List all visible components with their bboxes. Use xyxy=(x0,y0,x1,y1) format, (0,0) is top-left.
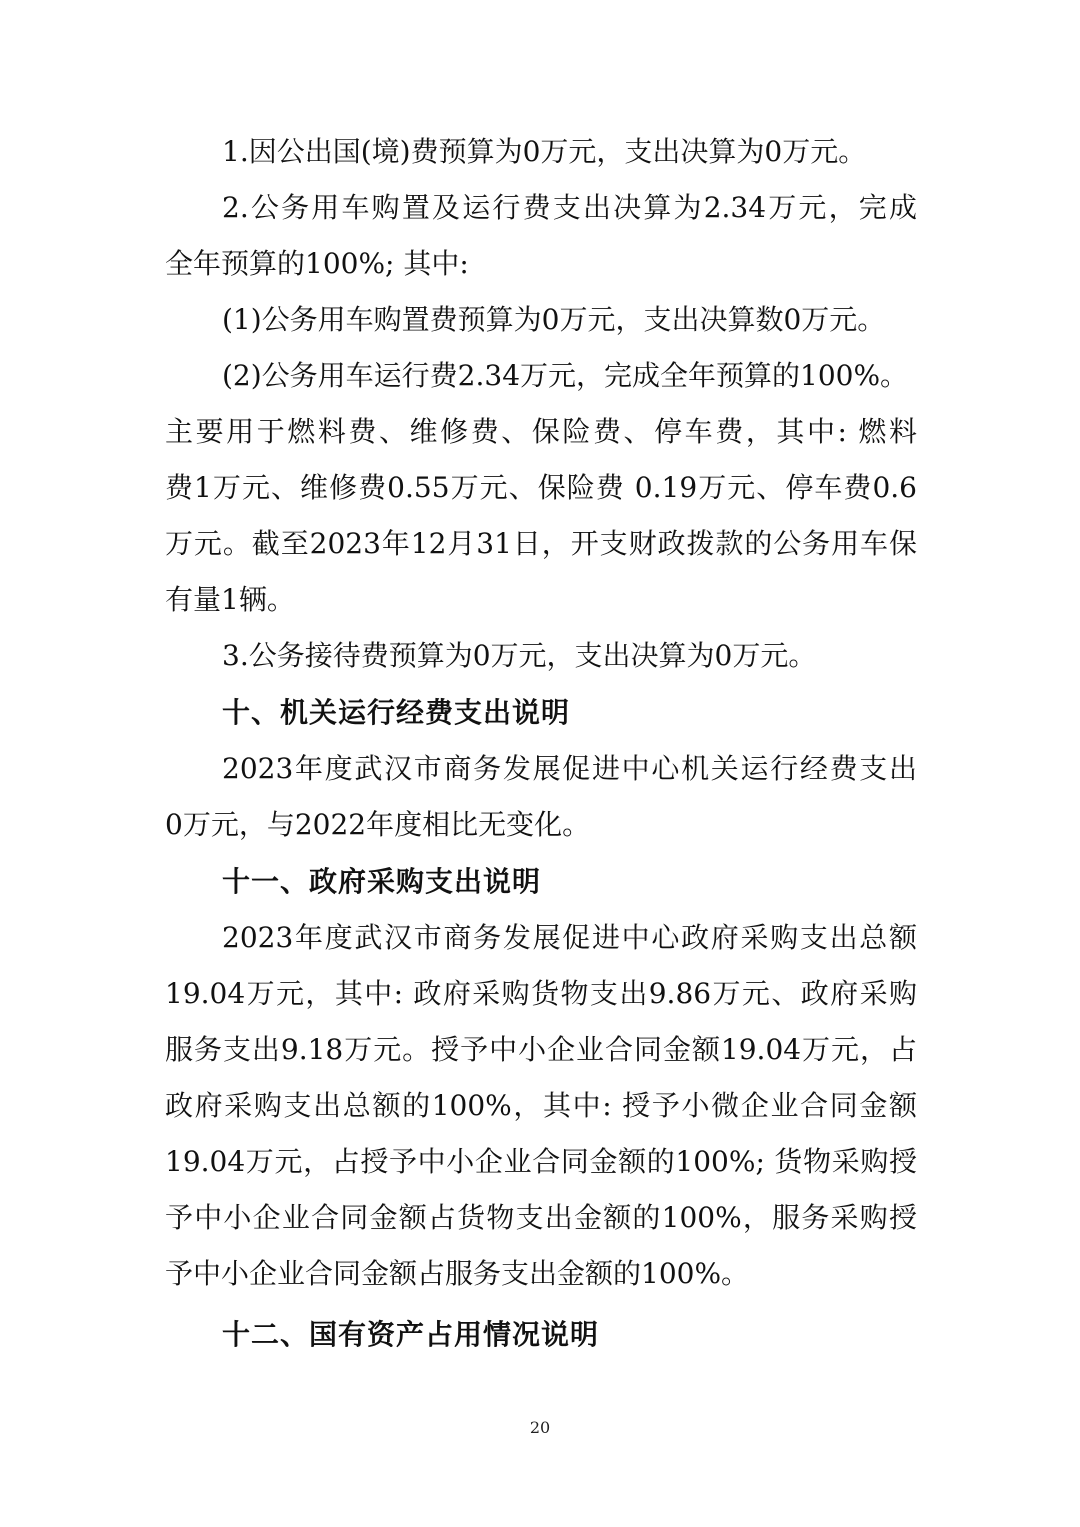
paragraph-line: 主要用于燃料费、维修费、保险费、停车费，其中: 燃料 xyxy=(165,415,917,448)
paragraph-line: 19.04万元，占授予中小企业合同金额的100%; 货物采购授 xyxy=(165,1145,917,1178)
paragraph-line: 2.公务用车购置及运行费支出决算为2.34万元，完成 xyxy=(222,191,917,224)
paragraph-line: 0万元，与2022年度相比无变化。 xyxy=(165,808,591,841)
paragraph-line: 2023年度武汉市商务发展促进中心政府采购支出总额 xyxy=(222,921,917,954)
paragraph-line: 3.公务接待费预算为0万元，支出决算为0万元。 xyxy=(222,639,817,672)
paragraph-line: 费1万元、维修费0.55万元、保险费 0.19万元、停车费0.6 xyxy=(165,471,917,504)
paragraph-line: 2023年度武汉市商务发展促进中心机关运行经费支出 xyxy=(222,752,917,785)
section-heading: 十一、政府采购支出说明 xyxy=(222,865,542,898)
paragraph-line: 政府采购支出总额的100%，其中: 授予小微企业合同金额 xyxy=(165,1089,917,1122)
paragraph-line: 有量1辆。 xyxy=(165,583,295,616)
section-heading: 十二、国有资产占用情况说明 xyxy=(222,1318,600,1351)
paragraph-line: 万元。截至2023年12月31日，开支财政拨款的公务用车保 xyxy=(165,527,917,560)
paragraph-line: 服务支出9.18万元。授予中小企业合同金额19.04万元，占 xyxy=(165,1033,917,1066)
section-heading: 十、机关运行经费支出说明 xyxy=(222,696,571,729)
paragraph-line: 予中小企业合同金额占货物支出金额的100%，服务采购授 xyxy=(165,1201,917,1234)
paragraph-line: 19.04万元，其中: 政府采购货物支出9.86万元、政府采购 xyxy=(165,977,917,1010)
paragraph-line: 予中小企业合同金额占服务支出金额的100%。 xyxy=(165,1257,750,1290)
page-number: 20 xyxy=(529,1418,551,1437)
paragraph-line: 全年预算的100%; 其中: xyxy=(165,247,469,280)
paragraph-line: 1.因公出国(境)费预算为0万元，支出决算为0万元。 xyxy=(222,135,867,168)
paragraph-line: (1)公务用车购置费预算为0万元，支出决算数0万元。 xyxy=(222,303,886,336)
paragraph-line: (2)公务用车运行费2.34万元，完成全年预算的100%。 xyxy=(222,359,909,392)
